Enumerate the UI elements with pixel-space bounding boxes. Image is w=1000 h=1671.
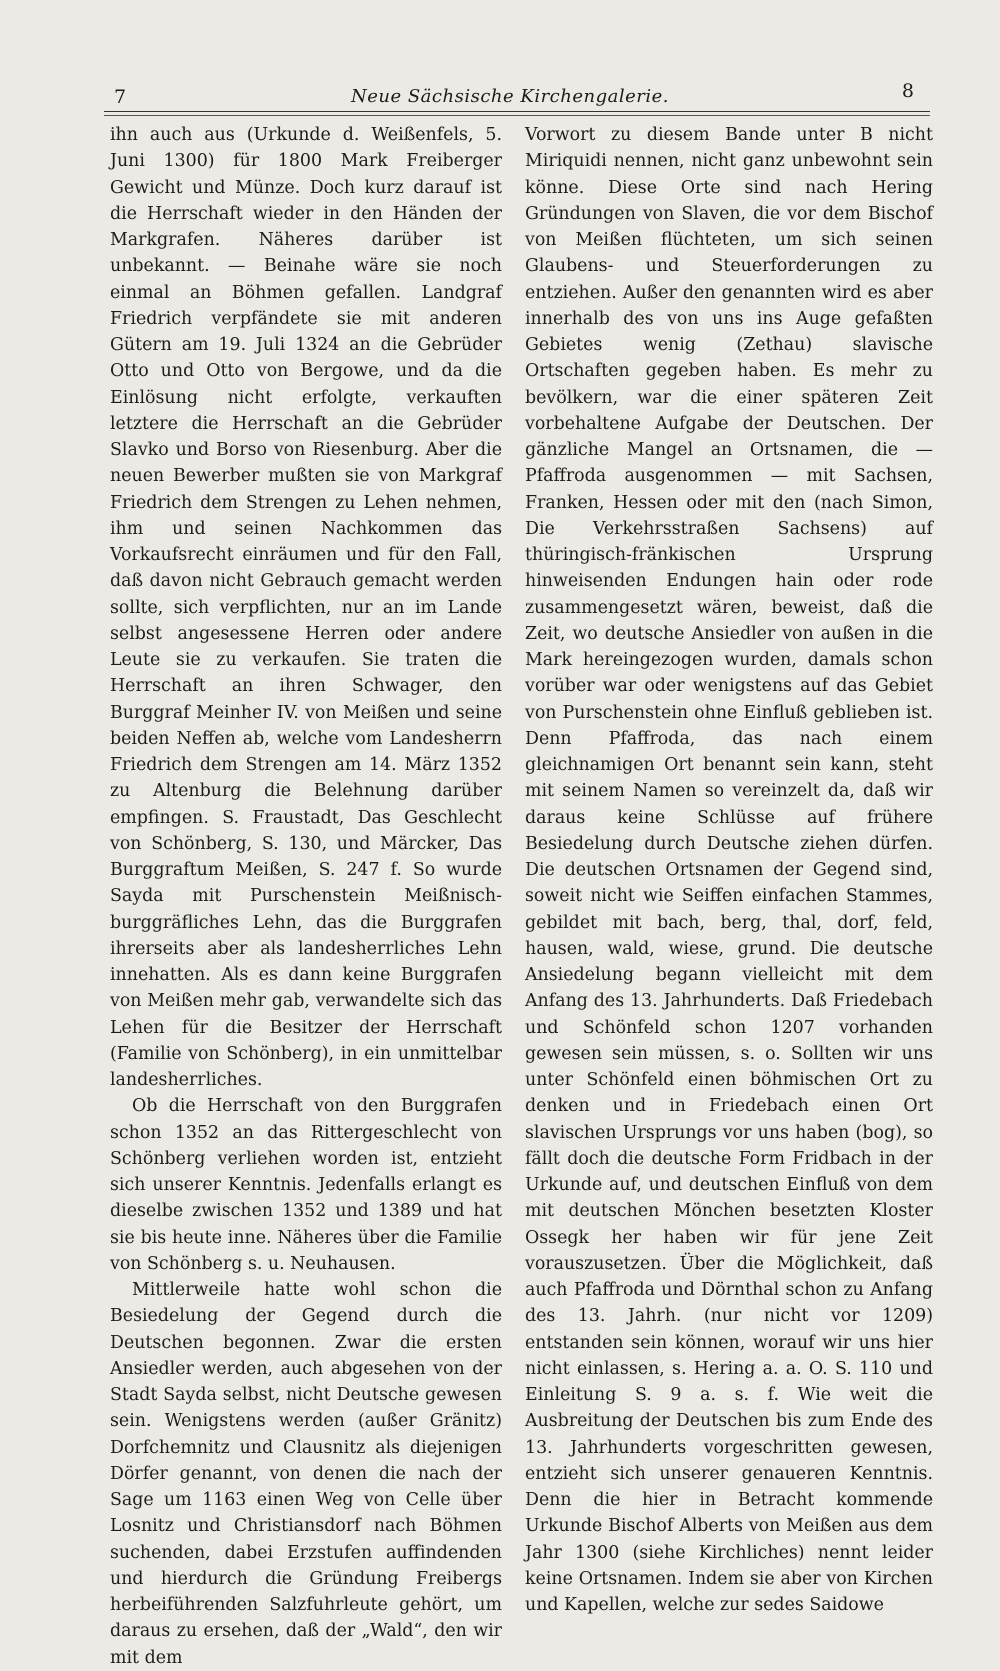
- paragraph: Ob die Herrschaft von den Burggrafen schon 1352 an das Rittergeschlecht von Schönberg verliehen worden ist, entzieht sich unserer Kenntnis. Jedenfalls erlangt es dieselbe zwischen 1352 und 1389 und hat sie bis heute inne. Näheres über die Familie von Schönberg s. u. Neuhausen.: [110, 1096, 502, 1274]
- left-column: [110, 122, 502, 1671]
- paragraph: Mittlerweile hatte wohl schon die Besiedelung der Gegend durch die Deutschen begonnen. Zwar die ersten Ansiedler werden, auch abgesehen von der Stadt Sayda selbst, nicht Deutsche gewesen sein. Wenigstens werden (außer Gränitz) Dorfchemnitz und Clausnitz als diejenigen Dörfer genannt, von denen die nach der Sage um 1163 einen Weg von Celle über Losnitz und Christiansdorf nach Böhmen suchenden, dabei Erzstufen auffindenden und hierdurch die Gründung Freibergs herbeiführenden Salzfuhrleute gehört, um daraus zu ersehen, daß der „Wald“, den wir mit dem: [110, 1280, 502, 1668]
- right-column: [525, 122, 933, 1618]
- page-header: [100, 80, 920, 114]
- paragraph: Vorwort zu diesem Bande unter B nicht Miriquidi nennen, nicht ganz unbewohnt sein könne. Diese Orte sind nach Hering Gründungen von Slaven, die vor dem Bischof von Meißen flüchteten, um sich seinen Glaubens- und Steuerforderungen zu entziehen. Außer den genannten wird es aber innerhalb des von uns ins Auge gefaßten Gebietes wenig (Zethau) slavische Ortschaften gegeben haben. Es mehr zu bevölkern, war die einer späteren Zeit vorbehaltene Aufgabe der Deutschen. Der gänzliche Mangel an Ortsnamen, die — Pfaffroda ausgenommen — mit Sachsen, Franken, Hessen oder mit den (nach Simon, Die Verkehrsstraßen Sachsens) auf thüringisch-fränkischen Ursprung hinweisenden Endungen hain oder rode zusammengesetzt wären, beweist, daß die Zeit, wo deutsche Ansiedler von außen in die Mark hereingezogen wurden, damals schon vorüber war oder wenigstens auf das Gebiet von Purschenstein ohne Einfluß geblieben ist. Denn Pfaffroda, das nach einem gleichnamigen Ort benannt sein kann, steht mit seinem Namen so vereinzelt da, daß wir daraus keine Schlüsse auf frühere Besiedelung durch Deutsche ziehen dürfen. Die deutschen Ortsnamen der Gegend sind, soweit nicht wie Seiffen einfachen Stammes, gebildet mit bach, berg, thal, dorf, feld, hausen, wald, wiese, grund. Die deutsche Ansiedelung begann vielleicht mit dem Anfang des 13. Jahrhunderts. Daß Friedebach und Schönfeld schon 1207 vorhanden gewesen sein müssen, s. o. Sollten wir uns unter Schönfeld einen böhmischen Ort zu denken und in Friedebach einen Ort slavischen Ursprungs vor uns haben (bog), so fällt doch die deutsche Form Fridbach in der Urkunde auf, und deutschen Einfluß von dem mit deutschen Mönchen besetzten Kloster Ossegk her haben wir für jene Zeit vorauszusetzen. Über die Möglichkeit, daß auch Pfaffroda und Dörnthal schon zu Anfang des 13. Jahrh. (nur nicht vor 1209) entstanden sein können, worauf wir uns hier nicht einlassen, s. Hering a. a. O. S. 110 und Einleitung S. 9 a. s. f. Wie weit die Ausbreitung der Deutschen bis zum Ende des 13. Jahrhunderts vorgeschritten gewesen, entzieht sich unserer genaueren Kenntnis. Denn die hier in Betracht kommende Urkunde Bischof Alberts von Meißen aus dem Jahr 1300 (siehe Kirchliches) nennt leider keine Ortsnamen. Indem sie aber von Kirchen und Kapellen, welche zur sedes Saidowe: [525, 125, 933, 1615]
- header-rule: [104, 111, 930, 112]
- header-rule-secondary: [104, 115, 930, 116]
- page-number-left: 7: [114, 86, 127, 108]
- paragraph: ihn auch aus (Urkunde d. Weißenfels, 5. Juni 1300) für 1800 Mark Freiberger Gewicht und Münze. Doch kurz darauf ist die Herrschaft wieder in den Händen der Markgrafen. Näheres darüber ist unbekannt. — Beinahe wäre sie noch einmal an Böhmen gefallen. Landgraf Friedrich verpfändete sie mit anderen Gütern am 19. Juli 1324 an die Gebrüder Otto und Otto von Bergowe, und da die Einlösung nicht erfolgte, verkauften letztere die Herrschaft an die Gebrüder Slavko und Borso von Riesenburg. Aber die neuen Bewerber mußten sie von Markgraf Friedrich dem Strengen zu Lehen nehmen, ihm und seinen Nachkommen das Vorkaufsrecht einräumen und für den Fall, daß davon nicht Gebrauch gemacht werden sollte, sich verpflichten, nur an im Lande selbst angesessene Herren oder andere Leute sie zu verkaufen. Sie traten die Herrschaft an ihren Schwager, den Burggraf Meinher IV. von Meißen und seine beiden Neffen ab, welche vom Landesherrn Friedrich dem Strengen am 14. März 1352 zu Altenburg die Belehnung darüber empfingen. S. Fraustadt, Das Geschlecht von Schönberg, S. 130, und Märcker, Das Burggraftum Meißen, S. 247 f. So wurde Sayda mit Purschenstein Meißnisch-burggräfliches Lehn, das die Burggrafen ihrerseits aber als landesherrliches Lehn innehatten. Als es dann keine Burggrafen von Meißen mehr gab, verwandelte sich das Lehen für die Besitzer der Herrschaft (Familie von Schönberg), in ein unmittelbar landesherrliches.: [110, 125, 502, 1090]
- running-title: Neue Sächsische Kirchengalerie.: [350, 86, 669, 107]
- page-number-right: 8: [901, 80, 914, 102]
